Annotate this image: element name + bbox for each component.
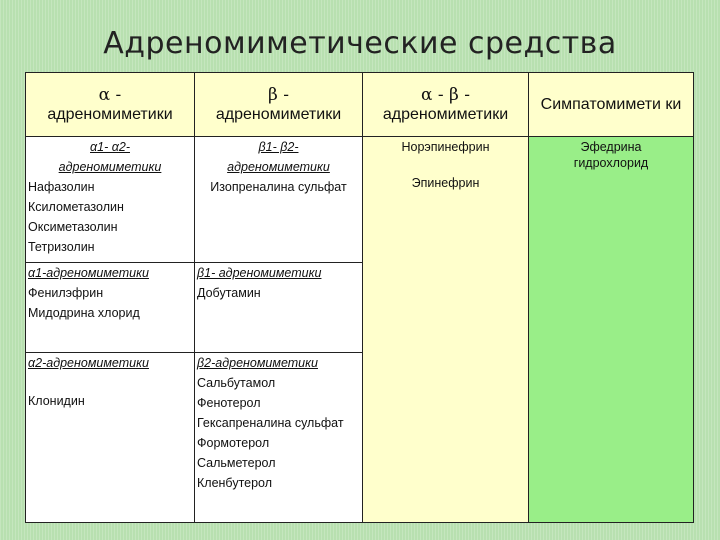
alpha2-heading: α2-адреномиметики <box>28 356 149 370</box>
alphabeta-drug: Эпинефрин <box>411 176 480 190</box>
alpha12-heading-b: адреномиметики <box>58 160 162 174</box>
cell-beta12 <box>195 137 363 263</box>
beta12-heading-a: β1- β2- <box>258 140 299 154</box>
alphabeta-drug: Норэпинефрин <box>401 140 490 154</box>
header-alpha-label: адреномиметики <box>47 105 173 123</box>
header-alpha-greek: α - <box>98 84 122 105</box>
drug-classification-table <box>25 72 694 523</box>
beta1-drug: Добутамин <box>197 286 261 300</box>
cell-alpha1 <box>26 263 195 353</box>
beta1-heading: β1- адреномиметики <box>197 266 322 280</box>
beta12-heading-b: адреномиметики <box>227 160 330 174</box>
beta12-drug: Изопреналина сульфат <box>210 180 347 194</box>
alpha12-drug: Нафазолин <box>28 180 95 194</box>
beta2-drug: Гексапреналина сульфат <box>197 416 344 430</box>
beta2-drug: Формотерол <box>197 436 270 450</box>
cell-beta1 <box>195 263 363 353</box>
header-alpha <box>26 73 195 137</box>
alpha12-drug: Тетризолин <box>28 240 95 254</box>
beta2-heading: β2-адреномиметики <box>197 356 318 370</box>
alpha1-drug: Мидодрина хлорид <box>28 306 140 320</box>
header-beta <box>195 73 363 137</box>
sympatho-drug: Эфедрина гидрохлорид <box>573 140 649 170</box>
header-alpha-beta <box>363 73 529 137</box>
beta2-drug: Кленбутерол <box>197 476 273 490</box>
alpha12-heading-a: α1- α2- <box>90 140 130 154</box>
header-alpha-beta-greek: α - β - <box>420 84 470 105</box>
cell-sympathomimetics <box>529 137 694 523</box>
cell-alpha12 <box>26 137 195 263</box>
cell-alpha-beta <box>363 137 529 523</box>
alpha12-drug: Ксилометазолин <box>28 200 124 214</box>
header-alpha-beta-label: адреномиметики <box>382 105 509 123</box>
alpha1-drug: Фенилэфрин <box>28 286 104 300</box>
header-sympathomimetics <box>529 73 694 137</box>
beta2-drug: Сальбутамол <box>197 376 276 390</box>
cell-beta2 <box>195 353 363 523</box>
cell-alpha2 <box>26 353 195 523</box>
header-beta-label: адреномиметики <box>215 105 342 123</box>
header-sympathomimetics-label: Симпатомимети ки <box>540 96 682 113</box>
alpha12-drug: Оксиметазолин <box>28 220 118 234</box>
beta2-drug: Фенотерол <box>197 396 261 410</box>
header-beta-greek: β - <box>268 84 289 105</box>
beta2-drug: Сальметерол <box>197 456 276 470</box>
alpha1-heading: α1-адреномиметики <box>28 266 149 280</box>
alpha2-drug: Клонидин <box>28 394 85 408</box>
slide-title: Адреномиметические средства <box>103 26 617 61</box>
